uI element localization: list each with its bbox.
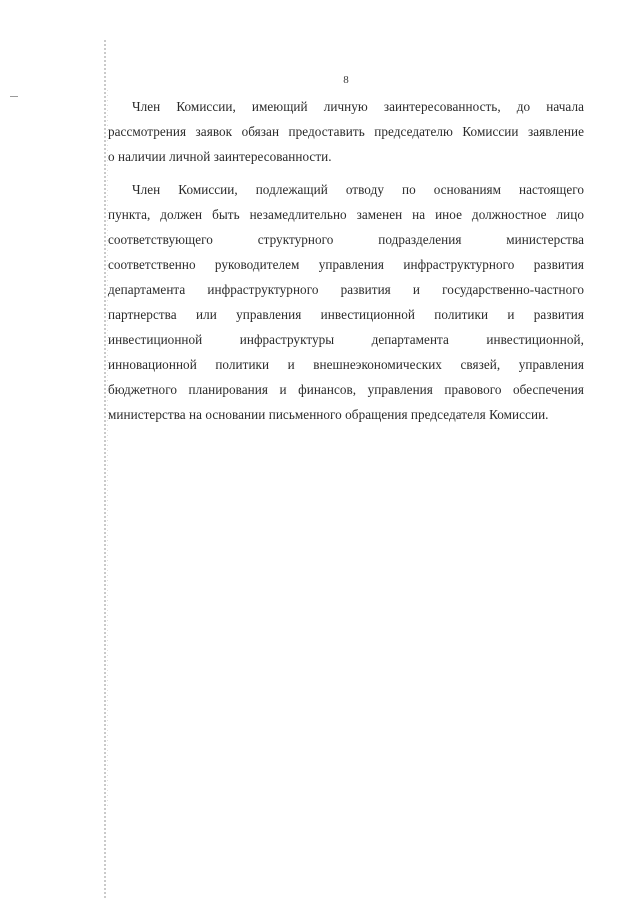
scan-binding-line-secondary [107,90,108,810]
margin-mark [10,96,18,97]
text-line: рассмотрения заявок обязан предоставить председателю Комиссии заявление [108,124,584,139]
text-line: пункта, должен быть незамедлительно заменен на иное должностное лицо [108,207,584,222]
text-line: Член Комиссии, имеющий личную заинтересованность, до начала [132,99,584,114]
text-line: соответственно руководителем управления инфраструктурного развития [108,257,584,272]
text-line: министерства на основании письменного обращения председателя Комиссии. [108,407,549,422]
text-line: департамента инфраструктурного развития и государственно-частного [108,282,584,297]
paragraph-recusal-replacement [108,177,584,427]
body-text [108,94,584,435]
text-line: инновационной политики и внешнеэкономических связей, управления [108,357,584,372]
text-line: инвестиционной инфраструктуры департамента инвестиционной, [108,332,584,347]
paragraph-personal-interest [108,94,584,169]
text-line: соответствующего структурного подразделения министерства [108,232,584,247]
text-line: партнерства или управления инвестиционной политики и развития [108,307,584,322]
page-number: 8 [343,74,349,86]
text-line: бюджетного планирования и финансов, управления правового обеспечения [108,382,584,397]
text-line: Член Комиссии, подлежащий отводу по основаниям настоящего [132,182,584,197]
scan-binding-line [104,40,106,900]
text-line: о наличии личной заинтересованности. [108,149,332,164]
